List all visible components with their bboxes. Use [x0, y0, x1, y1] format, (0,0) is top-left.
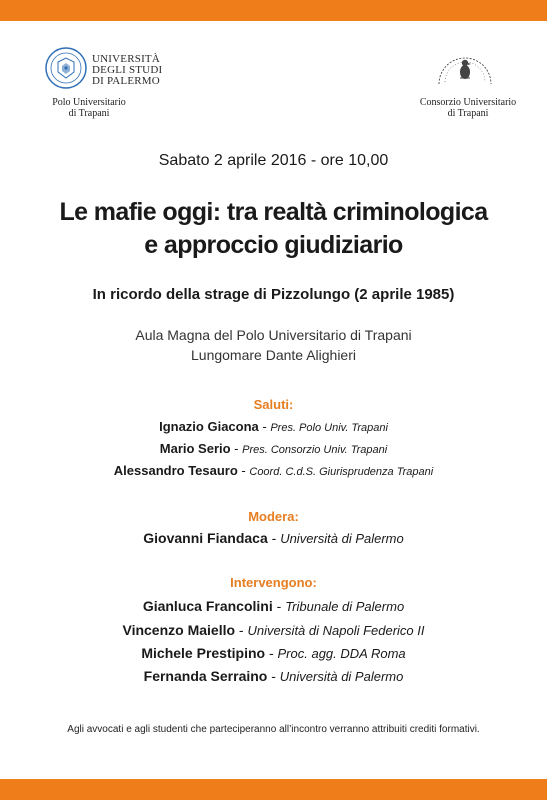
university-name — [92, 54, 162, 87]
speaker-row: Michele Prestipino - Proc. agg. DDA Roma — [141, 645, 406, 661]
speaker-role: Proc. agg. DDA Roma — [277, 646, 406, 661]
university-name-line: DI PALERMO — [92, 75, 160, 87]
title-line: e approccio giudiziario — [144, 231, 403, 259]
caption-line: Polo Universitario — [52, 97, 126, 108]
caption-line: di Trapani — [68, 108, 110, 119]
speaker-name: Alessandro Tesauro — [113, 463, 238, 478]
event-venue — [0, 325, 547, 365]
saluti-heading: Saluti: — [253, 397, 294, 412]
right-logo-caption — [404, 97, 532, 119]
speaker-name: Mario Serio — [159, 441, 231, 456]
venue-line: Aula Magna del Polo Universitario di Trapani — [135, 327, 412, 343]
speaker-role: Pres. Consorzio Univ. Trapani — [242, 444, 388, 456]
speaker-name: Giovanni Fiandaca — [143, 530, 268, 546]
university-seal-icon — [44, 46, 88, 90]
speaker-name: Vincenzo Maiello — [122, 622, 236, 638]
speaker-role: Università di Palermo — [280, 531, 404, 546]
speaker-name: Michele Prestipino — [141, 645, 266, 661]
caption-line: Consorzio Universitario — [419, 97, 517, 108]
left-logo-caption — [44, 97, 134, 119]
speaker-row: Gianluca Francolini - Tribunale di Palermo — [142, 598, 405, 614]
caption-line: di Trapani — [447, 108, 489, 119]
modera-heading: Modera: — [248, 509, 299, 524]
consortium-logo — [433, 46, 497, 94]
speaker-name: Fernanda Serraino — [143, 668, 268, 684]
speaker-row: Mario Serio - Pres. Consorzio Univ. Trapani — [159, 441, 388, 456]
speaker-row: Fernanda Serraino - Università di Palermo — [143, 668, 404, 684]
speaker-role: Pres. Polo Univ. Trapani — [270, 422, 388, 434]
venue-line: Lungomare Dante Alighieri — [191, 347, 356, 363]
speaker-row: Alessandro Tesauro - Coord. C.d.S. Giurisprudenza Trapani — [113, 463, 434, 478]
event-date: Sabato 2 aprile 2016 - ore 10,00 — [158, 152, 389, 169]
title-line: Le mafie oggi: tra realtà criminologica — [59, 198, 488, 226]
event-subtitle: In ricordo della strage di Pizzolungo (2 aprile 1985) — [92, 286, 455, 303]
bottom-accent-bar — [0, 779, 547, 800]
speaker-role: Tribunale di Palermo — [285, 599, 405, 614]
event-title — [0, 196, 547, 262]
intervengono-heading: Intervengono: — [230, 575, 317, 590]
speaker-role: Coord. C.d.S. Giurisprudenza Trapani — [249, 466, 434, 478]
speaker-row: Ignazio Giacona - Pres. Polo Univ. Trapani — [159, 419, 388, 434]
speaker-row: Giovanni Fiandaca - Università di Palermo — [143, 530, 404, 546]
university-name-line: DEGLI STUDI — [92, 64, 163, 76]
university-name-line: UNIVERSITÀ — [92, 53, 160, 65]
speaker-role: Università di Napoli Federico II — [247, 623, 425, 638]
speaker-name: Gianluca Francolini — [142, 598, 273, 614]
speaker-row: Vincenzo Maiello - Università di Napoli Federico II — [122, 622, 425, 638]
consortium-bird-seal-icon — [433, 46, 497, 94]
speaker-name: Ignazio Giacona — [159, 419, 259, 434]
credits-note: Agli avvocati e agli studenti che parteciperanno all’incontro verranno attribuiti crediti formativi. — [67, 724, 480, 735]
top-accent-bar — [0, 0, 547, 21]
speaker-role: Università di Palermo — [279, 669, 404, 684]
